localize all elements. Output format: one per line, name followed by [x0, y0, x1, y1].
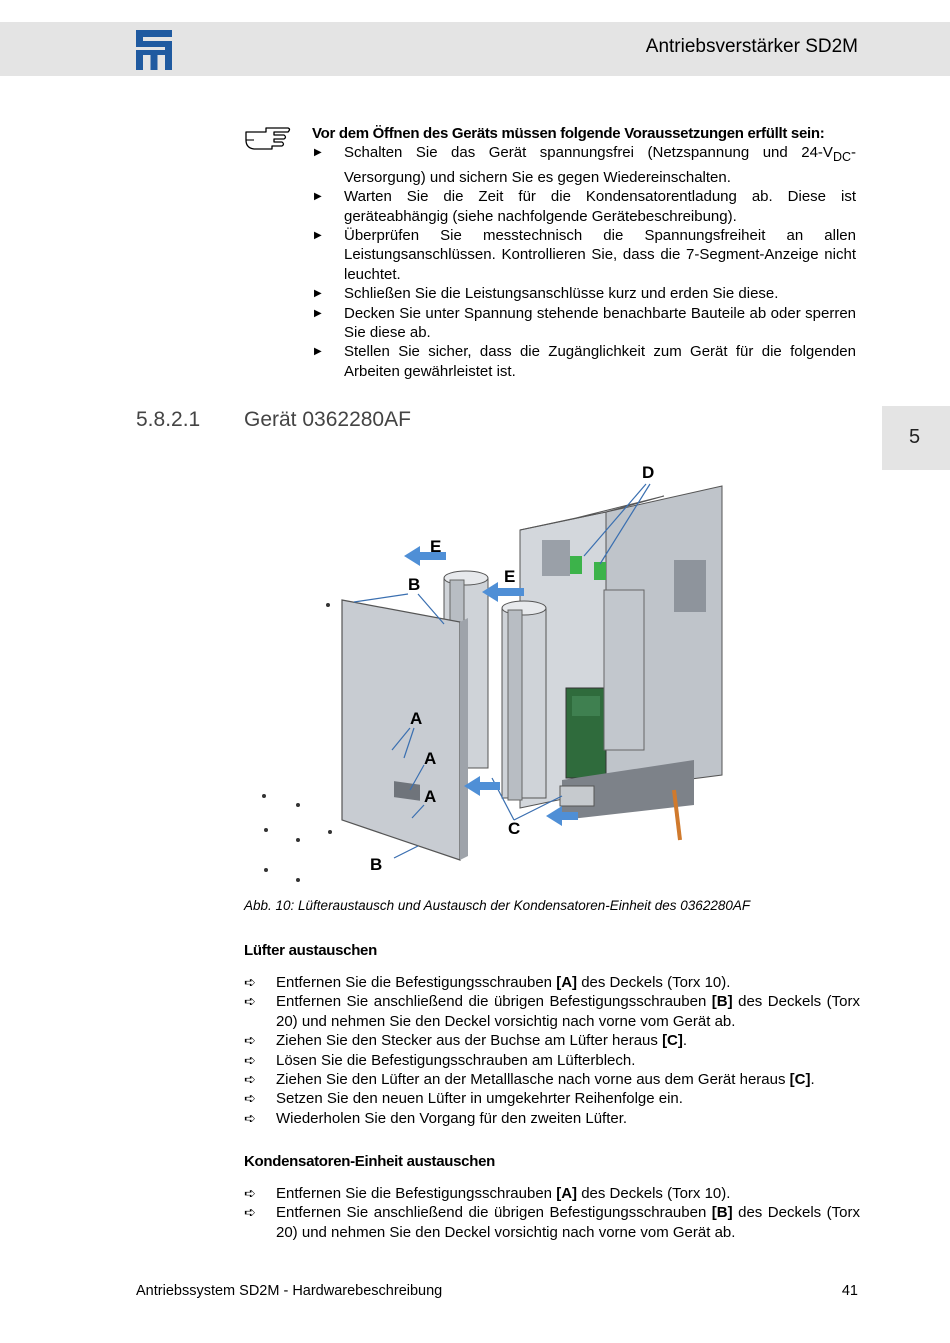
arrow-step-icon: ➪	[244, 1071, 256, 1088]
document-title: Antriebsverstärker SD2M	[645, 36, 858, 57]
triangle-bullet-icon: ▶	[314, 288, 322, 300]
list-item: ➪ Ziehen Sie den Stecker aus der Buchse am Lüfter heraus [C].	[244, 1032, 688, 1050]
list-item: ➪ Lösen Sie die Befestigungsschrauben am Lüfterblech.	[244, 1051, 636, 1069]
triangle-bullet-icon: ▶	[314, 346, 322, 358]
list-item: ➪ Ziehen Sie den Lüfter an der Metalllasche nach vorne aus dem Gerät heraus [C].	[244, 1071, 815, 1089]
figure-label-d: D	[642, 463, 655, 482]
pointing-hand-icon	[244, 124, 292, 152]
list-item: ▶ Überprüfen Sie messtechnisch die Spannungsfreiheit an allen Leistungsanschlüssen. Kontrollieren Sie, dass die 7-Segment-Anzeige nicht leuchtet.	[314, 227, 856, 283]
figure-label-e-left: E	[430, 537, 442, 556]
section-title: Gerät 0362280AF	[244, 408, 411, 431]
figure-caption: Abb. 10: Lüfteraustausch und Austausch der Kondensatoren-Einheit des 0362280AF	[244, 898, 751, 913]
triangle-bullet-icon: ▶	[314, 230, 322, 242]
company-logo-icon	[136, 30, 172, 70]
figure-label-a-bottom: A	[424, 787, 437, 806]
arrow-step-icon: ➪	[244, 1051, 256, 1068]
fan-steps-list	[244, 973, 860, 1128]
list-item: ➪ Wiederholen Sie den Vorgang für den zweiten Lüfter.	[244, 1109, 628, 1127]
safety-note-title: Vor dem Öffnen des Geräts müssen folgende Voraussetzungen erfüllt sein:	[312, 125, 825, 142]
figure-label-c: C	[508, 819, 521, 838]
list-item: ➪ Entfernen Sie anschließend die übrigen Befestigungsschrauben [B] des Deckels (Torx 20) und nehmen Sie den Deckel vorsichtig nach vorne vom Gerät ab.	[244, 1204, 860, 1241]
list-item: ▶ Warten Sie die Zeit für die Kondensatorentladung ab. Diese ist geräteabhängig (siehe nachfolgende Gerätebeschreibung).	[314, 188, 856, 225]
figure-label-e-right: E	[504, 567, 516, 586]
list-item: ▶ Decken Sie unter Spannung stehende benachbarte Bauteile ab oder sperren Sie diese ab.	[314, 304, 856, 342]
device-exploded-illustration	[244, 460, 744, 890]
section-heading	[136, 408, 411, 432]
page-number: 41	[841, 1283, 858, 1299]
list-item: ➪ Setzen Sie den neuen Lüfter in umgekehrter Reihenfolge ein.	[244, 1090, 683, 1108]
footer-document-name: Antriebssystem SD2M - Hardwarebeschreibung	[136, 1283, 443, 1299]
arrow-step-icon: ➪	[244, 974, 256, 990]
list-item: ➪ Entfernen Sie anschließend die übrigen Befestigungsschrauben [B] des Deckels (Torx 20) und nehmen Sie den Deckel vorsichtig nach vorne vom Gerät ab.	[244, 993, 860, 1030]
chapter-tab-label: 5	[909, 426, 921, 448]
figure-label-b-bottom: B	[370, 855, 383, 874]
list-item: ➪ Entfernen Sie die Befestigungsschrauben [A] des Deckels (Torx 10).	[244, 974, 731, 991]
device-figure	[244, 460, 744, 890]
section-number: 5.8.2.1	[136, 408, 201, 431]
arrow-step-icon: ➪	[244, 993, 256, 1010]
triangle-bullet-icon: ▶	[314, 307, 322, 319]
safety-note-list	[312, 143, 856, 381]
figure-label-a-middle: A	[424, 749, 437, 768]
list-item: ▶ Schließen Sie die Leistungsanschlüsse kurz und erden Sie diese.	[314, 285, 779, 303]
safety-note	[312, 124, 856, 381]
fan-section-heading: Lüfter austauschen	[244, 942, 377, 959]
list-item: ▶ Stellen Sie sicher, dass die Zugänglichkeit zum Gerät für die folgenden Arbeiten gewährleistet ist.	[314, 343, 856, 380]
arrow-step-icon: ➪	[244, 1185, 256, 1201]
capacitor-section-heading: Kondensatoren-Einheit austauschen	[244, 1153, 495, 1170]
arrow-step-icon: ➪	[244, 1032, 256, 1049]
chapter-tab[interactable]	[882, 406, 950, 470]
arrow-step-icon: ➪	[244, 1109, 256, 1126]
triangle-bullet-icon: ▶	[314, 191, 322, 203]
capacitor-steps-list	[244, 1184, 860, 1242]
triangle-bullet-icon: ▶	[314, 147, 322, 159]
arrow-step-icon: ➪	[244, 1204, 256, 1221]
arrow-step-icon: ➪	[244, 1090, 256, 1107]
list-item: ▶ Schalten Sie das Gerät spannungsfrei (Netzspannung und $24-V_{DC}-Versorgung$) und sichern Sie es gegen Wiedereinschalten.	[314, 144, 856, 186]
figure-label-b-top: B	[408, 575, 421, 594]
list-item: ➪ Entfernen Sie die Befestigungsschrauben [A] des Deckels (Torx 10).	[244, 1185, 731, 1202]
figure-label-a-top: A	[410, 709, 423, 728]
